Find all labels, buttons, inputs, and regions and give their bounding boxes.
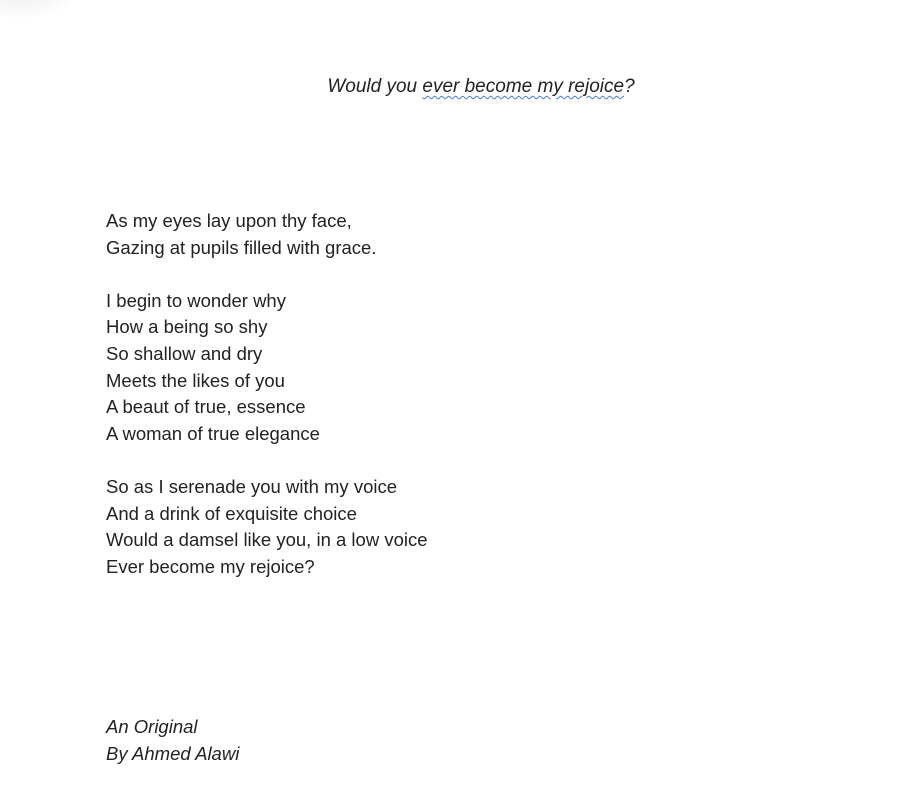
poem-line: How a being so shy xyxy=(106,316,268,338)
poem-line: A beaut of true, essence xyxy=(106,396,306,418)
poem-line: Would a damsel like you, in a low voice xyxy=(106,529,428,551)
title-text-end: ? xyxy=(624,76,635,97)
poem-line: Gazing at pupils filled with grace. xyxy=(106,236,377,258)
signature-block xyxy=(106,713,239,767)
title-text-start: Would you xyxy=(327,76,423,97)
title-spellcheck-phrase: ever become my rejoice xyxy=(422,76,625,97)
poem-line: So shallow and dry xyxy=(106,342,263,364)
poem-line: So as I serenade you with my voice xyxy=(106,475,398,497)
poem-line: I begin to wonder why xyxy=(106,289,286,311)
stanza-3 xyxy=(106,474,428,580)
poem-line: As my eyes lay upon thy face, xyxy=(106,210,352,231)
poem-line: Ever become my rejoice? xyxy=(106,555,315,577)
stanza-1 xyxy=(106,208,428,261)
poem-title xyxy=(24,75,914,99)
poem-line: And a drink of exquisite choice xyxy=(106,502,357,524)
signature-line-author: By Ahmed Alawi xyxy=(106,743,240,764)
stanza-2 xyxy=(106,288,428,448)
poem-line: Meets the likes of you xyxy=(106,369,285,391)
poem-body xyxy=(106,208,428,607)
poem-line: A woman of true elegance xyxy=(106,422,320,444)
signature-line-original: An Original xyxy=(106,716,198,737)
